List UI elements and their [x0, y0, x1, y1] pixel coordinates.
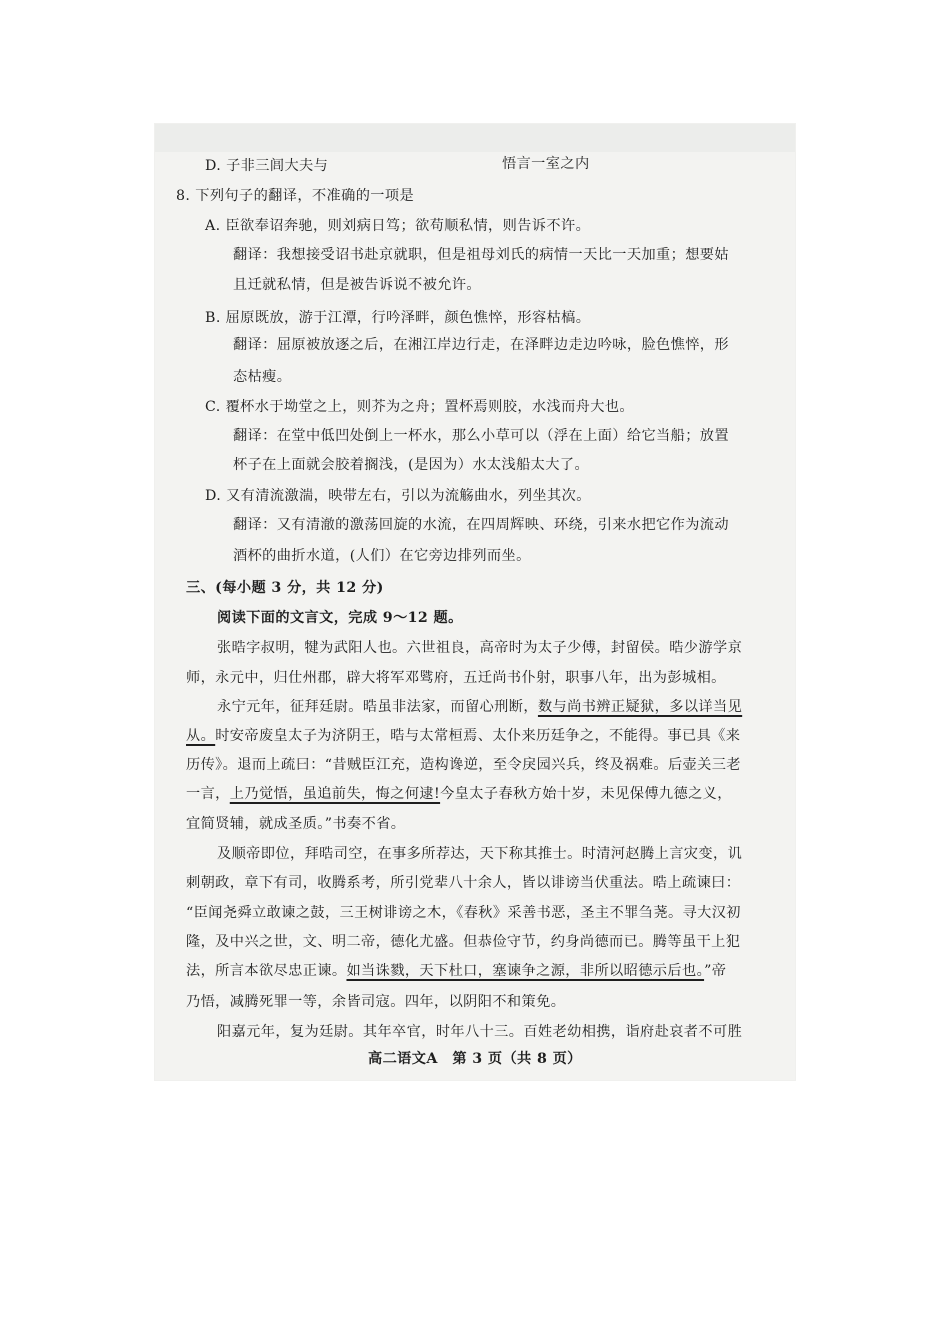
- passage-text: 永宁元年，征拜廷尉。晧虽非法家，而留心刑断，: [217, 699, 538, 715]
- passage-line: [186, 960, 726, 982]
- q8-option-c-translation-line1: 翻译：在堂中低凹处倒上一杯水，那么小草可以（浮在上面）给它当船；放置: [233, 428, 729, 444]
- q8-option-a: A. 臣欲奉诏奔驰，则刘病日笃；欲苟顺私情，则告诉不许。: [205, 218, 591, 234]
- section-three-instruction: 阅读下面的文言文，完成 9～12 题。: [217, 610, 463, 626]
- q7-option-d-left: D. 子非三闾大夫与: [205, 158, 329, 174]
- page-footer: 高二语文A 第 3 页（共 8 页）: [368, 1051, 582, 1067]
- passage-line: 隆，及中兴之世，文、明二帝，德化尤盛。但恭俭守节，约身尚德而已。腾等虽干上犯: [186, 934, 741, 950]
- passage-line: 阳嘉元年，复为廷尉。其年卒官，时年八十三。百姓老幼相携，诣府赴哀者不可胜: [217, 1024, 743, 1040]
- q8-option-a-translation-line1: 翻译：我想接受诏书赴京就职，但是祖母刘氏的病情一天比一天加重；想要姑: [233, 247, 729, 263]
- passage-line: 张晧字叔明，犍为武阳人也。六世祖良，高帝时为太子少傅，封留侯。晧少游学京: [217, 640, 743, 656]
- passage-line: 历传》。退而上疏曰：“昔贼臣江充，造构谗逆，至令戾园兴兵，终及祸难。后壶关三老: [186, 757, 741, 773]
- q8-option-d: D. 又有清流激湍，映带左右，引以为流觞曲水，列坐其次。: [205, 488, 591, 504]
- q8-option-d-translation-line2: 酒杯的曲折水道，(人们）在它旁边排列而坐。: [233, 548, 531, 564]
- q7-option-d-right: 悟言一室之内: [502, 156, 590, 172]
- passage-text: 一言，: [186, 786, 230, 802]
- q8-option-d-translation-line1: 翻译：又有清澈的激荡回旋的水流，在四周辉映、环绕，引来水把它作为流动: [233, 517, 729, 533]
- passage-line: 乃悟，减腾死罪一等，余皆司寇。四年，以阴阳不和策免。: [186, 994, 566, 1010]
- passage-line: “臣闻尧舜立敢谏之鼓，三王树诽谤之木，《春秋》采善书恶，圣主不罪刍荛。寻大汉初: [186, 905, 741, 921]
- passage-line: 师，永元中，归仕州郡，辟大将军邓骘府，五迁尚书仆射，职事八年，出为彭城相。: [186, 670, 726, 686]
- q8-option-a-translation-line2: 且迁就私情，但是被告诉说不被允许。: [233, 277, 481, 293]
- passage-text: ”帝: [704, 963, 727, 979]
- q8-option-b-translation-line1: 翻译：屈原被放逐之后，在湘江岸边行走，在泽畔边走边吟咏，脸色憔悴，形: [233, 337, 729, 353]
- passage-line: 及顺帝即位，拜晧司空，在事多所荐达，天下称其推士。时清河赵腾上言灾变，讥: [217, 846, 743, 862]
- q8-stem: 8. 下列句子的翻译，不准确的一项是: [176, 188, 415, 204]
- passage-line: 刺朝政，章下有司，收腾系考，所引党辈八十余人，皆以诽谤当伏重法。晧上疏谏曰：: [186, 875, 741, 891]
- passage-line: [186, 725, 740, 747]
- scan-top-band: [155, 124, 795, 152]
- passage-text: 今皇太子春秋方始十岁，未见保傅九德之义，: [440, 786, 732, 802]
- passage-text: 法，所言本欲尽忠正谏。: [186, 963, 347, 979]
- passage-line: 宜简贤辅，就成圣质。”书奏不省。: [186, 816, 406, 832]
- passage-line: [186, 783, 732, 805]
- q8-option-c-translation-line2: 杯子在上面就会胶着搁浅，(是因为）水太浅船太大了。: [233, 457, 590, 473]
- underlined-sentence: 上乃觉悟，虽追前失，悔之何逮!: [229, 786, 441, 802]
- underlined-sentence: 如当诛戮，天下杜口，塞谏争之源，非所以昭德示后也。: [346, 963, 705, 979]
- underlined-sentence: 数与尚书辨正疑狱，多以详当见: [537, 699, 743, 715]
- q8-option-b-translation-line2: 态枯瘦。: [233, 369, 292, 385]
- section-three-heading: 三、(每小题 3 分，共 12 分): [186, 580, 384, 596]
- q8-option-b: B. 屈原既放，游于江潭，行吟泽畔，颜色憔悴，形容枯槁。: [205, 310, 591, 326]
- passage-text: 时安帝废皇太子为济阴王，晧与太常桓焉、太仆来历廷争之，不能得。事已具《来: [215, 728, 741, 744]
- passage-line: [217, 696, 742, 718]
- q8-option-c: C. 覆杯水于坳堂之上，则芥为之舟；置杯焉则胶，水浅而舟大也。: [205, 399, 635, 415]
- underlined-sentence: 从。: [186, 728, 216, 744]
